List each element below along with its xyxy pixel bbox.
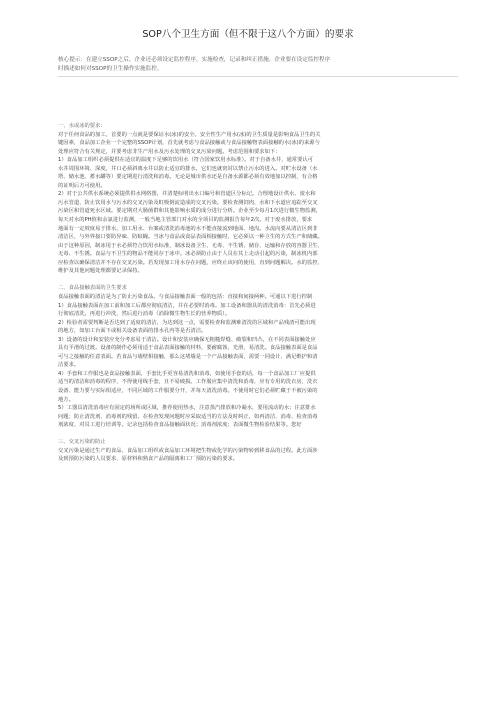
paragraph-line: 每天对水的PH值和余氯进行监测，一般当地主管部门对水的全项目的监测报告每年2次。对于废水排放，要求 <box>58 217 313 224</box>
paragraph-line: 键因素，食品加工企业一个完整的SSOP计划，首先就考虑与食品接触或与食品接触物表面接触的水(冰)的来源与 <box>58 140 320 147</box>
summary-line: 时描述如何对SSOP的卫生操作实施监控。 <box>58 65 163 72</box>
paragraph-line: 应检查以确保清洁并不存在交叉污染。若发现加工用水存在问题，应终止该问的使用，直到问题解决。水的监控、 <box>58 259 323 266</box>
paragraph-line: 对于任何食品的加工，首要的一点就是要保证水(冰)的安全。安全性生产用水(冰)的卫生质量是影响食品卫生的关 <box>58 131 321 138</box>
paragraph-line: 无毒、不生锈。食品与不卫生的物品不能同存于冰中。冰必须防止由于人员在其上走动引起的污染，制冰机内部 <box>58 251 318 258</box>
paragraph-line: 及到预防污染的人员要求、原材料和熟食产品的隔离和工厂预防污染的要求。 <box>58 456 239 463</box>
summary-box <box>58 56 458 77</box>
paragraph-line: 处理应符合有关规定，并要考虑非生产用水及污水处理的交叉污染问题。考虑范围和要求如下： <box>58 148 281 155</box>
section-heading: 三、交叉污染的防止 <box>58 439 106 446</box>
paragraph-line: 食品接触表面的清洁是为了防止污染食品。与食品接触表面一般的包括：直接和间接两种。可通以下进行控制 <box>58 293 313 300</box>
paragraph-line: 3）设备的设计和安装应充分考虑易于清洁。设计和安装应确保无粗糙焊缝、破裂和凹凸，在不同表面接触处应 <box>58 336 316 343</box>
paragraph-line: 设备、能力要与实际相适应，不同区域的工作服要分开，并每天清洗消毒。不使用时它们必须贮藏于不被污染的 <box>58 388 318 394</box>
paragraph-line: 问题；防止清洗剂、消毒剂的残留。在检查发现问题时应采取适当的方法及时纠正，如再清洁、消毒、检查消毒 <box>58 413 318 420</box>
paragraph-line: 行彻底清洗，再进行冲洗，然后进行消毒（消除微生物生长的营养物质）。 <box>58 311 231 318</box>
paragraph-line: 地面有一定坡度易于排水，加工用水、台案或清洗消毒池的水不能直接流到地面、地沟。水流向要从清洁区到非 <box>58 225 318 232</box>
paragraph-line: 地方。 <box>58 396 74 403</box>
paragraph-line: 污水管道，防止饮用水与污水的交叉污染及虹吸倒流造成的交叉污染。要检查测饲肉，水和下水道应追踪至交叉 <box>58 199 318 206</box>
paragraph-line: 的证明后方可使用。 <box>58 182 106 189</box>
paragraph-line: 5）工器具清洗消毒应有固定的场所或区域，推荐使用热水，注意蒸汽排放和冷凝水，要用流动的水；注意排水 <box>58 405 316 412</box>
paragraph-line: 清洁区，与外界接口要防异味、防蚊蝇。当冰与食品或食品表面相接触时，它必须以一种卫生的方式生产和储藏。 <box>58 234 323 241</box>
paragraph-line: 由于这种原因，制冰用于水必须符合饮用水标准，制冰设备卫生、无毒、不生锈，储存、运输和存放的容器卫生、 <box>58 242 323 249</box>
paragraph-line: 具有平滑的过渡。设备的制作必须用适于食品表面接触的材料，要耐腐蚀、光滑、易清洗。食品接触表面是食品 <box>58 345 318 352</box>
summary-line: 核心提示：在建立SSOP之后，企业还必须设定监控程序，实施检查，记录和纠正措施。企业要在设定监控程序 <box>58 57 331 63</box>
paragraph-line: 1）食品加工组织必须提供在适宜的温度下足够的饮用水（符合国家饮用水标准）。对于自备水井，通常要认可 <box>58 157 313 164</box>
paragraph-line: 交叉污染是通过生产的食品、食品加工组织或食品加工环境把生物或化学的污染物转到移食品的过程。此方面涉 <box>58 447 318 454</box>
paragraph-line: 适当的清洁和消毒的程序，不得使用线手套，且不易破损。工作服应集中清洗和消毒，应有专用的洗衣房，洗衣 <box>58 379 318 386</box>
document-body <box>58 122 458 464</box>
paragraph-line: 水井周围环境、深度，井口必须斜离水井以防止适宜的排水，它们也就密封以禁止污水的进入。对贮水设备（水 <box>58 165 318 172</box>
document-title: SOP八个卫生方面（但不限于这八个方面）的要求 <box>142 29 354 40</box>
paragraph-line: 维护及其他问题处理都要记录保持。 <box>58 268 143 275</box>
paragraph-line: 污染区和管道死水区域。要定期对大肠菌群和其他影响水质的成分进行分析。企业至少每月1次进行微生物监测， <box>58 208 321 215</box>
paragraph-line: 4）手套和工作服也是食品接触表面，手套比手更容易清洗和消毒，如使用手套的话，每一个食品加工厂应提供 <box>58 370 316 377</box>
section-heading: 二、食品接触表面的卫生要求 <box>58 285 127 292</box>
paragraph-line: 1）食品接触表面在加工前和加工后都应彻底清洁，并在必要时消毒。加工设备和器具的清洗消毒：首先必须进 <box>58 302 316 309</box>
paragraph-line: 2）检验者需要判断是否达到了适度的清洁，为达到这一点，需要检查和监测难清洗的区域和产品残渣可能出现 <box>58 319 316 326</box>
section-heading: 一、水或冰的要求： <box>58 123 106 129</box>
paragraph-line: 可与之接触的任意表面。若食品与墙壁相接触，那么这堵墙是一个产品接触表面，需要一同设计、满足维护和清 <box>58 353 318 360</box>
paragraph-line: 的地方，如加工台面下或相关设备表面的排水孔内等是否清洁。 <box>58 328 207 335</box>
paragraph-line: 塔、储水池、蓄水罐等）要定期进行清洗和消毒。无论是城市供水还是自备水源都必须有效地加以控制，有合格 <box>58 174 318 181</box>
paragraph-line: 2）对于公共供水系统必须提供供水网络图，并清楚标明出水口编号和管道区分标记。合理地设计供水、废水和 <box>58 191 316 198</box>
paragraph-line: 剂浓度、对员工进行培训等。记录包括检查食品接触面状况；消毒剂浓度；表面微生物检验结果等。您好 <box>58 422 302 429</box>
paragraph-line: 洁要求。 <box>58 362 80 369</box>
